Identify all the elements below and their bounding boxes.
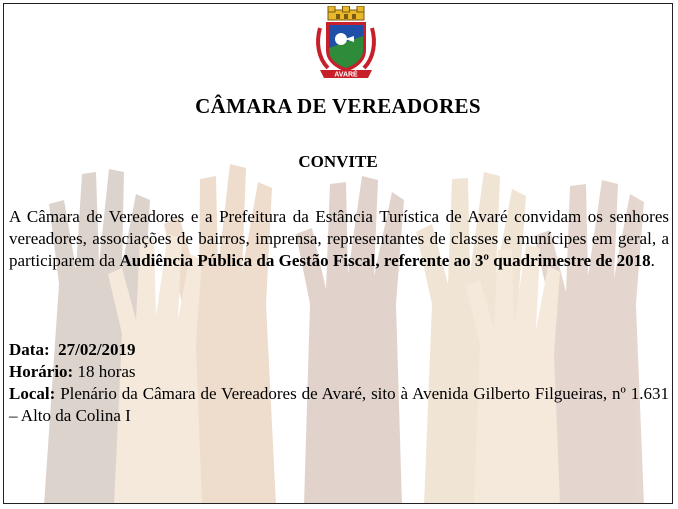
- invitation-frame: [3, 3, 673, 504]
- crest-motto: AVARÉ: [334, 71, 358, 79]
- place-value: Plenário da Câmara de Vereadores de Avaré, sito à Avenida Gilberto Filgueiras, nº 1.631 – Alto da Colina I: [9, 384, 669, 425]
- time-value: 18 horas: [77, 362, 136, 381]
- invitation-end: .: [650, 251, 655, 270]
- date-row: [9, 339, 669, 361]
- invitation-subtitle: CONVITE: [298, 152, 378, 171]
- place-label: Local:: [9, 384, 56, 403]
- place-row: [9, 383, 669, 427]
- page-title: CÂMARA DE VEREADORES: [195, 94, 481, 118]
- date-label: Data:: [9, 340, 50, 359]
- date-value: 27/02/2019: [58, 340, 136, 359]
- event-name: Audiência Pública da Gestão Fiscal, referente ao 3º quadrimestre de 2018: [119, 251, 651, 270]
- invitation-body: [9, 206, 669, 272]
- city-crest-logo: [314, 6, 378, 84]
- time-label: Horário:: [9, 362, 74, 381]
- invitation-intro: A Câmara de Vereadores e a Prefeitura da Estância Turística de Avaré convidam os senhores vereadores, associações de bairros, imprensa, representantes de classes e munícipes em geral, a participarem da: [9, 207, 669, 270]
- time-row: [9, 361, 669, 383]
- event-details: [9, 339, 669, 427]
